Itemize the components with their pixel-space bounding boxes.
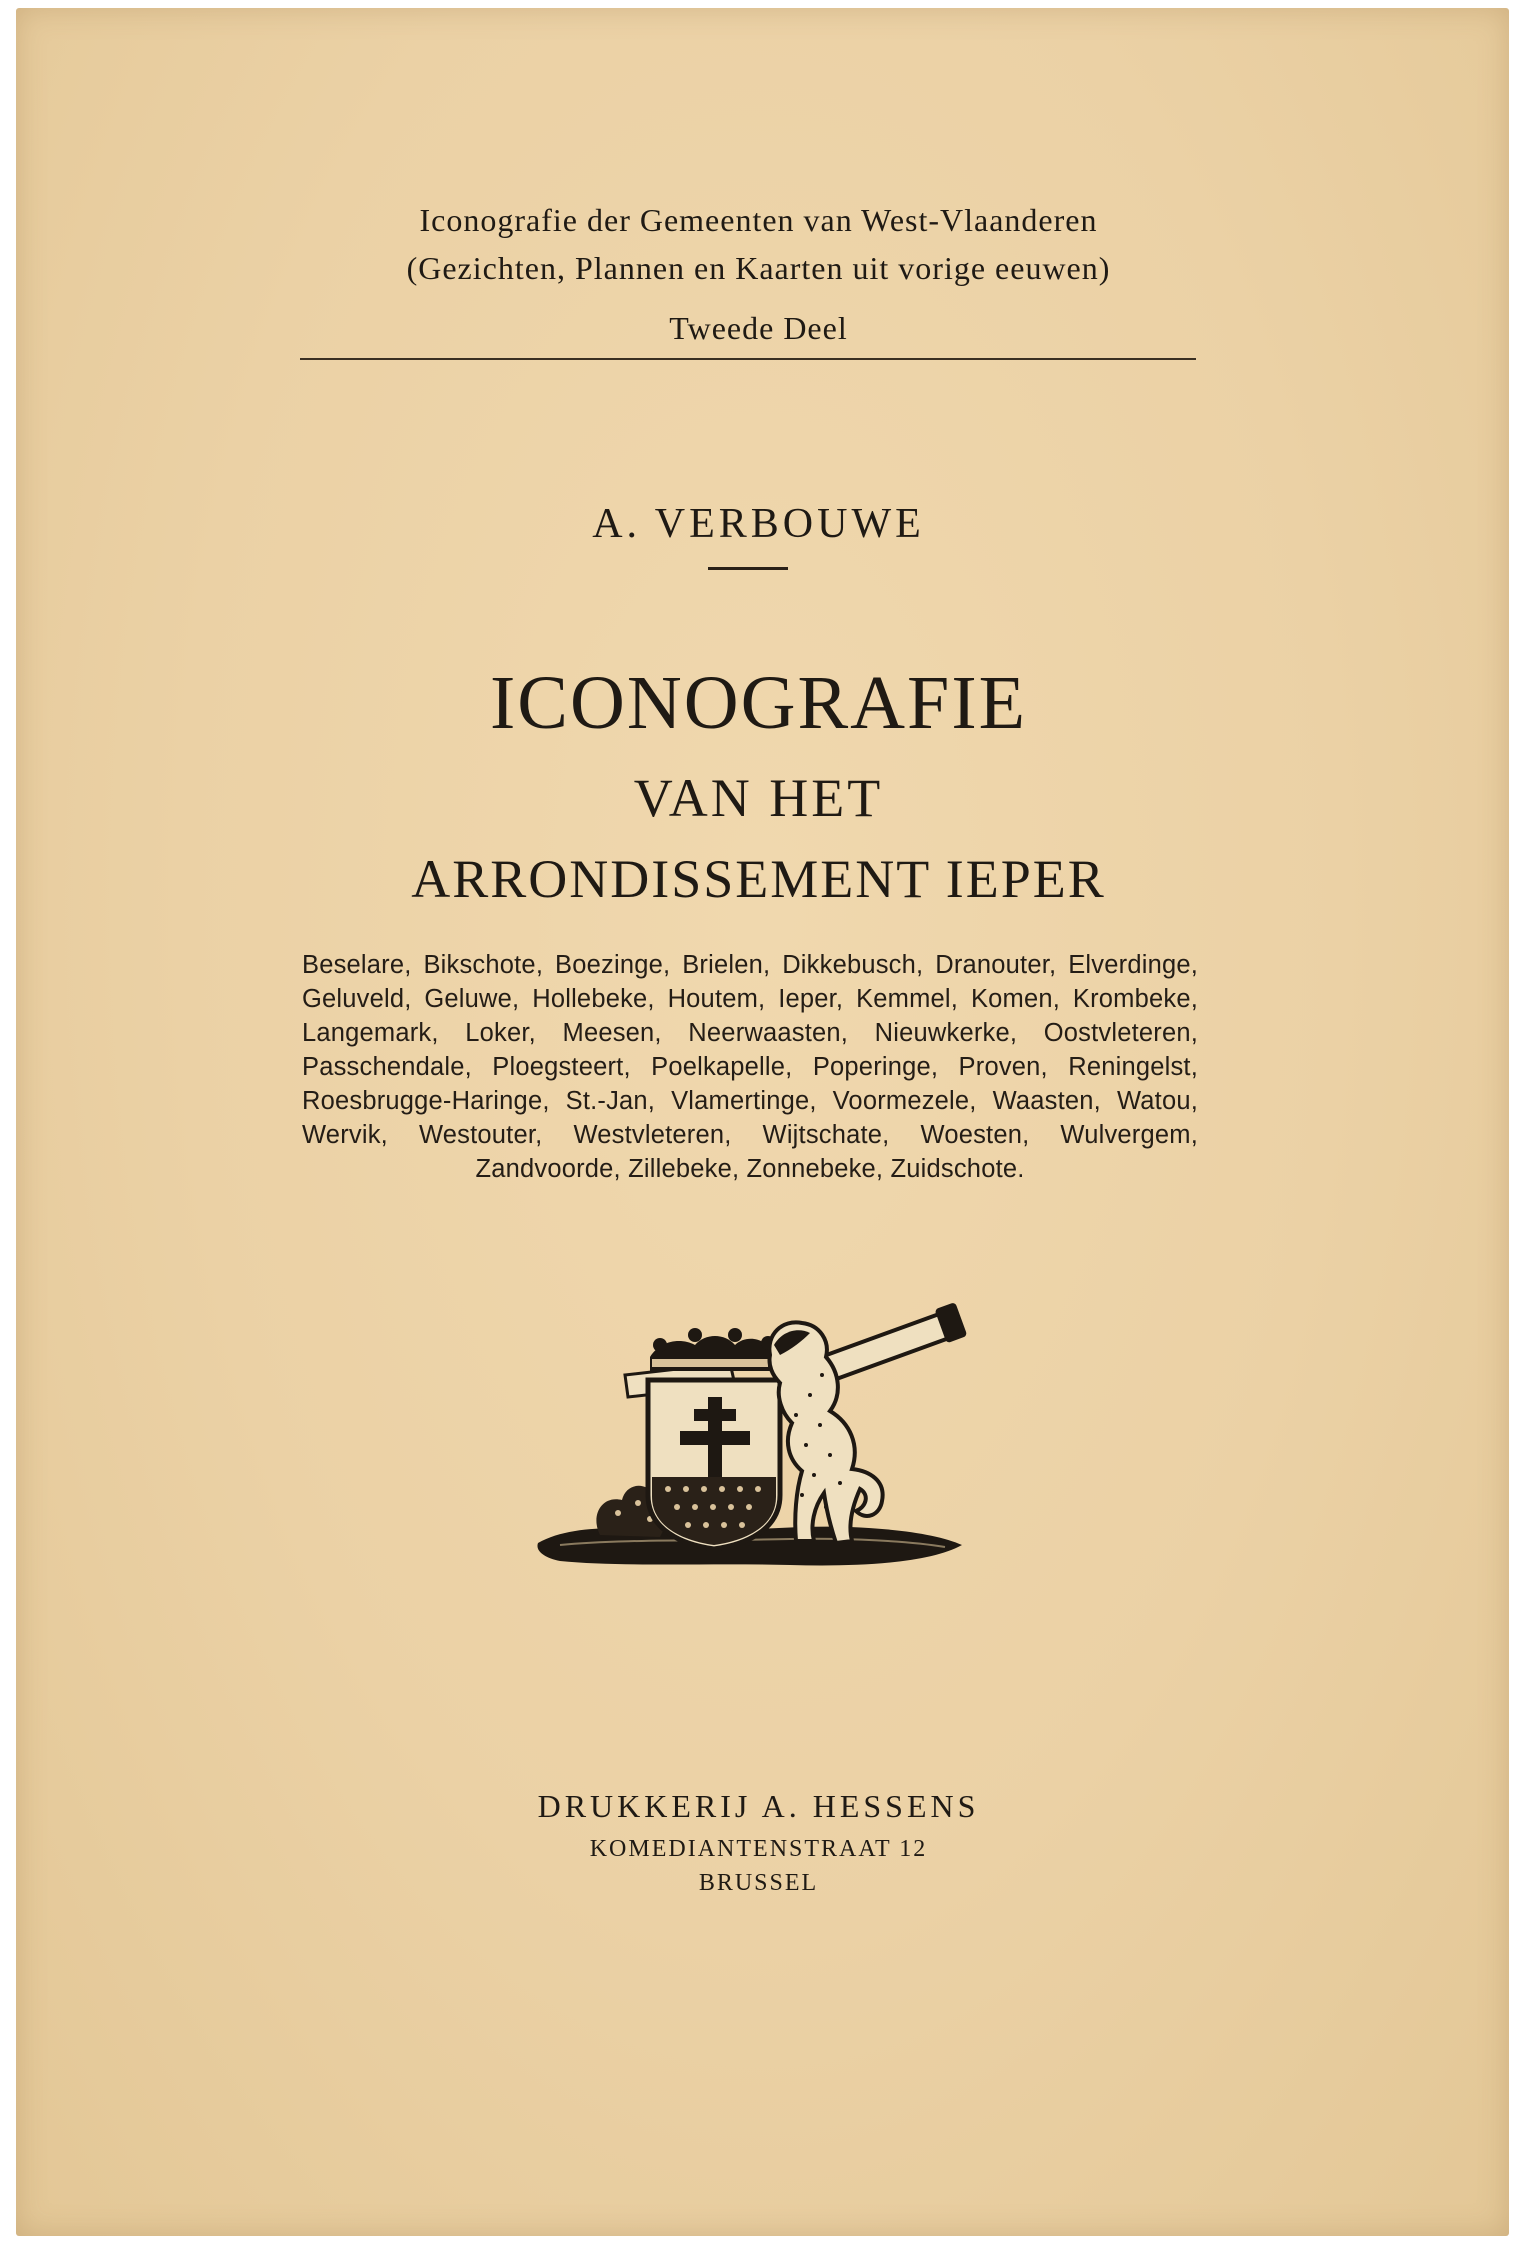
series-title: Iconografie der Gemeenten van West-Vlaanderen — [419, 202, 1098, 238]
series-subtitle: (Gezichten, Plannen en Kaarten uit vorige eeuwen) — [406, 250, 1111, 286]
publisher-street: KOMEDIANTENSTRAAT 12 — [589, 1836, 928, 1862]
publisher-city: BRUSSEL — [698, 1870, 819, 1896]
publisher-name: DRUKKERIJ A. HESSENS — [537, 1788, 980, 1824]
title-line-3: ARRONDISSEMENT IEPER — [411, 849, 1106, 909]
title-line-2: VAN HET — [633, 768, 884, 828]
main-title: ICONOGRAFIE — [489, 661, 1028, 745]
author-name: A. VERBOUWE — [592, 501, 925, 547]
header-divider — [300, 358, 1196, 360]
municipality-list: Beselare, Bikschote, Boezinge, Brielen, Dikkebusch, Dranouter, Elverdinge, Geluveld, Geluwe, Hollebeke, Houtem, Ieper, Kemmel, Komen, Krombeke, Langemark, Loker, Meesen, Neerwaasten, Nieuwkerke, Oostvleteren, Passchendale, Ploegsteert, Poelkapelle, Poperinge, Proven, Reningelst, Roesbrugge-Haringe, St.-Jan, Vlamertinge, Voormezele, Waasten, Watou, Wervik, Westouter, Westvleteren, Wijtschate, Woesten, Wulvergem, Zandvoorde, Zillebeke, Zonnebeke, Zuidschote. — [302, 951, 1198, 1183]
coat-of-arms-lion-icon — [530, 1245, 970, 1590]
volume-label: Tweede Deel — [669, 310, 848, 346]
author-divider — [708, 567, 788, 570]
